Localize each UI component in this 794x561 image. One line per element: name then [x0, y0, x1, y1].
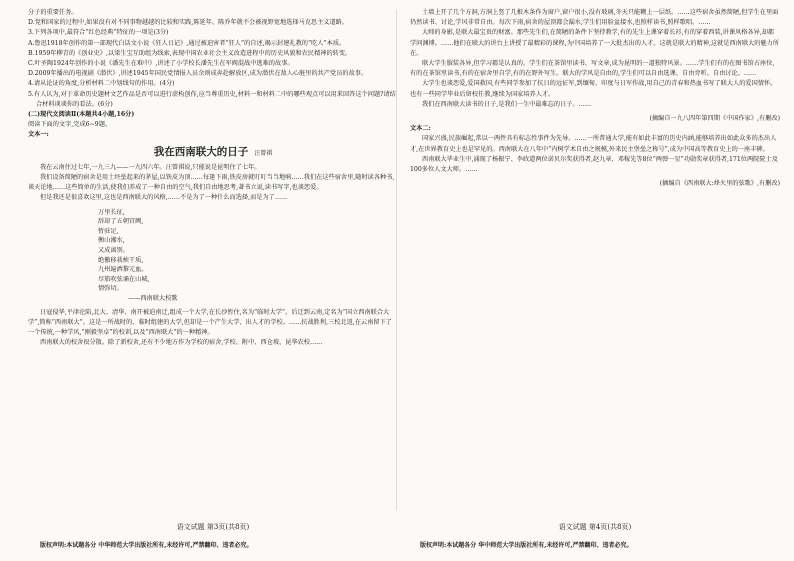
- question-line: 3.下列各项中,最符合“红色经典”特征的一项是(3分): [28, 29, 169, 37]
- paragraph: 我们在西南联大读书的日子,是我们一生中最难忘的日子。……: [422, 100, 592, 108]
- copyright-right: 版权声明:本试题各分 华中师范大学出版社所有,未经许可,严禁翻印、违者必究。: [420, 542, 633, 549]
- paragraph: 西南联大的校舍很分散。除了新校舍,还有不少地方作为学校的宿舍,学校、附中、西仓坡、昆华农校……: [40, 339, 323, 347]
- poem-line: 暂驻足,: [98, 227, 119, 235]
- question-line: A.鲁迅1918年创作的第一部现代白话文小说《狂人日记》,通过被迫害者“狂人”的自述,揭示封建礼教的“吃人”本质。: [28, 39, 346, 47]
- article-body: [410, 8, 780, 110]
- source-note-2: (摘编自《西南联大:烽火里的弦歌》,有删改): [659, 180, 780, 188]
- paragraph: 我们设备简陋的宿舍是用土坯垒起来的茅屋,以铁皮为顶……每逢下雨,铁皮房就叮叮当当地响……我们在这些宿舍里,随时读各种书,谈天论地……这些简单的生活,使我们养成了一种自由的空气,我们自由地思考,著书立说,读书写字,也谈恋爱。: [28, 174, 395, 192]
- material-label: 文本二:: [410, 125, 431, 133]
- paragraph: 大师的身影,是联大最宝贵的财富。那些先生们,在简陋的条件下坚持教学,有的先生上课穿着长衫,有的穿着西装,讲课风格各异,却都学问渊博。……他们在联大的讲台上讲授了最精彩的课程,为中国培养了一大批杰出的人才。这就是联大的精神,这就是西南联大的魅力所在。: [410, 29, 779, 57]
- paragraph: 国家兴盛,民族崛起,常以一两件具有标志性事件为先导。……一所普通大学,能有如此丰富的历史内涵,能够培养出如此众多的杰出人才,在世界教育史上也是罕见的。西南联大在八年中“内树学术自由之规模,外来民主堡垒之称号”,成为中国高等教育史上的一座丰碑。: [410, 135, 777, 153]
- poem-signature: ——西南联大校歌: [128, 295, 178, 302]
- question-line: 5.有人认为,对于革命历史题材文艺作品是否可以进行虚构创作,应当尊重历史,材料一和材料二中的哪些观点可以用来回答这个问题?请结合材料谈谈你的看法。(6分): [28, 90, 396, 108]
- question-line: 分子的重要任务。: [28, 9, 78, 16]
- paragraph: 我在云南住过七年,一九三九——一九四六年。汪曾祺说,只能说是昆明住了七年。: [40, 163, 261, 171]
- question-line: 4.请从论证的角度,分析材料二中划线句的作用。(4分): [28, 80, 175, 88]
- question-line: D.党和国家的过程中,如果没有对不同事物越越的比较和实践,陈延年、陈乔年就不会被视野宽地选择马克思主义道路。: [28, 19, 349, 27]
- question-line: D.2009年播出的电视剧《潜伏》,讲述1945年国民党情报人员余则成奔赴解放区,成为潜伏在敌人心脏里的共产党员的故事。: [28, 70, 368, 78]
- paragraph: 大学生也谈恋爱,爱国救国,有些同学参加了抗日的远征军,到缅甸、印度与日军作战,用自己的青春和热血书写了联大人的爱国情怀。也有一些同学毕业后留校任教,继续为国家培养人才。: [410, 80, 777, 98]
- poem-line: 绝徼移栽桢干质,: [98, 256, 144, 264]
- question-block: [28, 8, 398, 110]
- poem-line: 又成离别。: [98, 247, 129, 255]
- paragraph: 土墙上开了几个方洞,方洞上竖了几根木条作为窗户,窗户很小,没有玻璃,冬天只能糊上一层纸。……这些宿舍虽然简陋,但学生在里面仍然读书、讨论,学风非常自由。每次下雨,宿舍的屋顶都会漏水,学生们用脸盆接水,也照样读书,照样歌唱。……: [410, 9, 779, 27]
- material-label: 文本一:: [28, 131, 49, 139]
- section-heading: (二)现代文阅读Ⅱ(本题共4小题,16分): [28, 111, 135, 119]
- paragraph: 西南联大毕业生中,涌现了杨振宁、李政道两位诺贝尔奖获得者,赵九章、邓稼先等8位“两弹一星”功勋奖章获得者,171位两院院士及100多位人文大师。……: [410, 155, 778, 174]
- article-title: [28, 147, 398, 159]
- page-footer-right: 语文试题 第4页(共8页): [558, 523, 632, 531]
- question-line: C.叶圣陶1924年创作的小说《潘先生在难中》,讲述了小学校长潘先生在军阀混战中逃难的故事。: [28, 60, 294, 68]
- poem-line: 衡山湘水,: [98, 237, 125, 245]
- source-note: (摘编自一九八四年第四期《中国作家》,有删改): [649, 115, 780, 123]
- reading-instruction: 阅读下面的文字,完成6~9题。: [28, 121, 112, 129]
- poem-line: 尽笳吹弦诵在山城,: [98, 275, 150, 283]
- article-author: 汪曾祺: [254, 149, 273, 157]
- school-song-poem: [98, 208, 398, 304]
- paragraph: 但是我还是很喜欢这里,这也是西南联大的风格,……不是为了一种什么而选择,而是为了……: [40, 194, 288, 202]
- right-page: [410, 8, 780, 189]
- article-title-text: 我在西南联大的日子: [153, 145, 249, 158]
- article-body-continued: [28, 308, 398, 349]
- poem-line: 情弥切。: [98, 285, 123, 293]
- paragraph: 日寇侵华,平津沦陷,北大、清华、南开被迫南迁,组成一个大学,在长沙暂住,名为“临时大学”。后迁到云南,定名为“国立西南联合大学”,简称“西南联大”。这是一所战时的、临时组建的大学,但却是一个产生大学、出人才的学校。……抗战胜利,三校北返,在云南留下了一个传统,一种学风,“刚毅坚卓”的校训,以及“西南联大”的一种精神。: [28, 308, 392, 336]
- paragraph: 联大学生服装各异,但学习都是认真的。学生们在茶馆里读书、写文章,成为昆明的一道独特风景。……学生们有的在图书馆占座位,有的在茶馆里读书,有的在宿舍里自学,有的在野外写生。联大的学风是自由的,学生们可以自由选课、自由旁听、自由讨论。……: [410, 60, 775, 78]
- copyright-left: 版权声明:本试题各分 中华师范大学出版社所有,未经许可,严禁翻印、违者必究。: [40, 542, 253, 549]
- poem-line: 辞却了五朝宫阙,: [98, 218, 144, 226]
- article-body-2: [410, 134, 780, 175]
- article-body: [28, 163, 398, 204]
- poem-line: 万里长征,: [98, 208, 125, 216]
- page-footer-left: 语文试题 第3页(共8页): [176, 523, 250, 531]
- left-page: [28, 8, 398, 348]
- question-line: B.1959年柳青的《创业史》,以梁生宝互助组为线索,表现中国农业社会主义改造进程中的历史风貌和农民精神的转变。: [28, 49, 352, 57]
- poem-line: 九州遍洒黎元血。: [98, 266, 148, 274]
